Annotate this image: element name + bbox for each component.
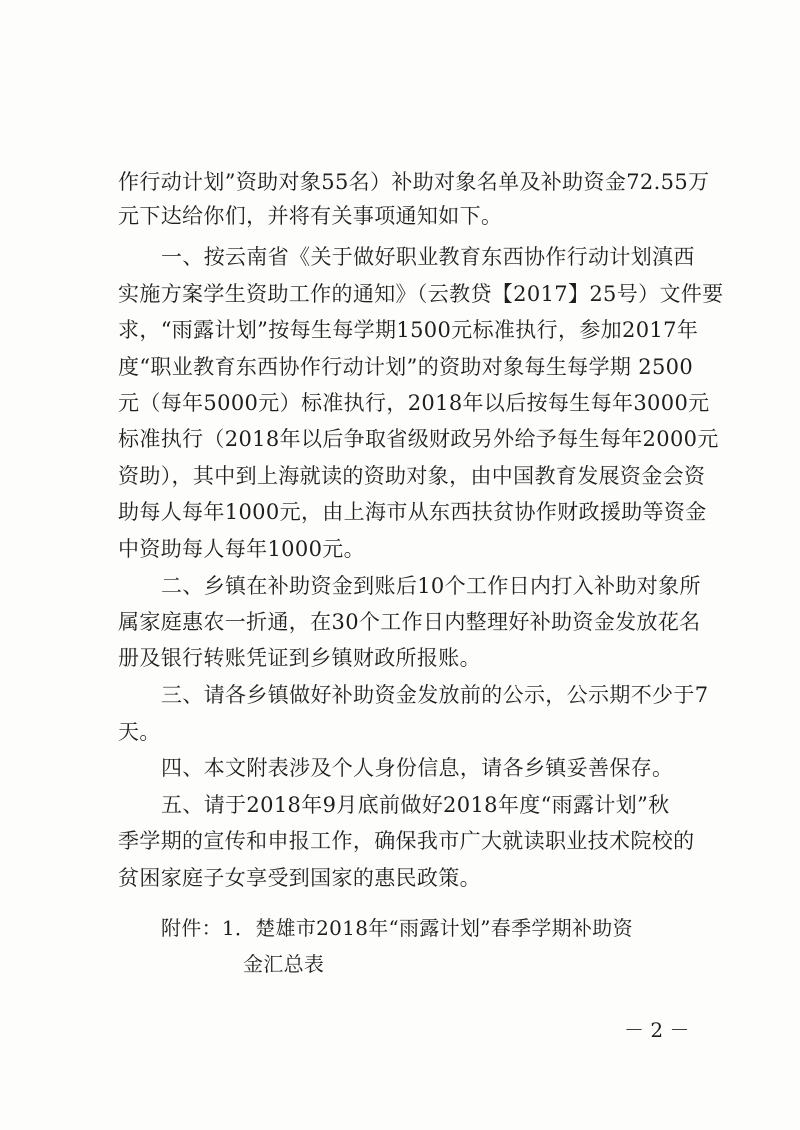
attachment-line-2: 金汇总表 bbox=[243, 952, 325, 976]
body-line-12: 二、乡镇在补助资金到账后10个工作日内打入补助对象所 bbox=[161, 574, 701, 598]
body-line-14: 册及银行转账凭证到乡镇财政所报账。 bbox=[118, 646, 481, 670]
attachment-line-1: 附件：1．楚雄市2018年“雨露计划”春季学期补助资 bbox=[161, 916, 633, 940]
body-line-13: 属家庭惠农一折通，在30个工作日内整理好补助资金发放花名 bbox=[118, 610, 701, 634]
body-line-5: 求，“雨露计划”按每生每学期1500元标准执行，参加2017年 bbox=[118, 318, 699, 342]
body-line-2: 元下达给你们，并将有关事项通知如下。 bbox=[118, 204, 503, 228]
body-line-18: 五、请于2018年9月底前做好2018年度“雨露计划”秋 bbox=[161, 793, 670, 817]
body-line-4: 实施方案学生资助工作的通知》（云教贷【2017】25号）文件要 bbox=[118, 282, 724, 306]
body-line-16: 天。 bbox=[118, 720, 161, 744]
body-line-1: 作行动计划”资助对象55名）补助对象名单及补助资金72.55万 bbox=[118, 170, 710, 194]
body-line-6: 度“职业教育东西协作行动计划”的资助对象每生每学期 2500 bbox=[118, 355, 694, 379]
body-line-8: 标准执行（2018年以后争取省级财政另外给予每生每年2000元 bbox=[118, 427, 719, 451]
body-line-19: 季学期的宣传和申报工作，确保我市广大就读职业技术院校的 bbox=[118, 829, 695, 853]
page-number: － 2 － bbox=[624, 1018, 690, 1042]
body-line-10: 助每人每年1000元，由上海市从东西扶贫协作财政援助等资金 bbox=[118, 500, 707, 524]
body-line-11: 中资助每人每年1000元。 bbox=[118, 537, 365, 561]
body-line-15: 三、请各乡镇做好补助资金发放前的公示，公示期不少于7 bbox=[161, 683, 709, 707]
body-line-7: 元（每年5000元）标准执行，2018年以后按每生每年3000元 bbox=[118, 391, 710, 415]
body-line-3: 一、按云南省《关于做好职业教育东西协作行动计划滇西 bbox=[161, 245, 695, 269]
body-line-17: 四、本文附表涉及个人身份信息，请各乡镇妥善保存。 bbox=[161, 756, 674, 780]
body-line-20: 贫困家庭子女享受到国家的惠民政策。 bbox=[118, 866, 481, 890]
body-line-9: 资助），其中到上海就读的资助对象，由中国教育发展资金会资 bbox=[118, 464, 706, 488]
